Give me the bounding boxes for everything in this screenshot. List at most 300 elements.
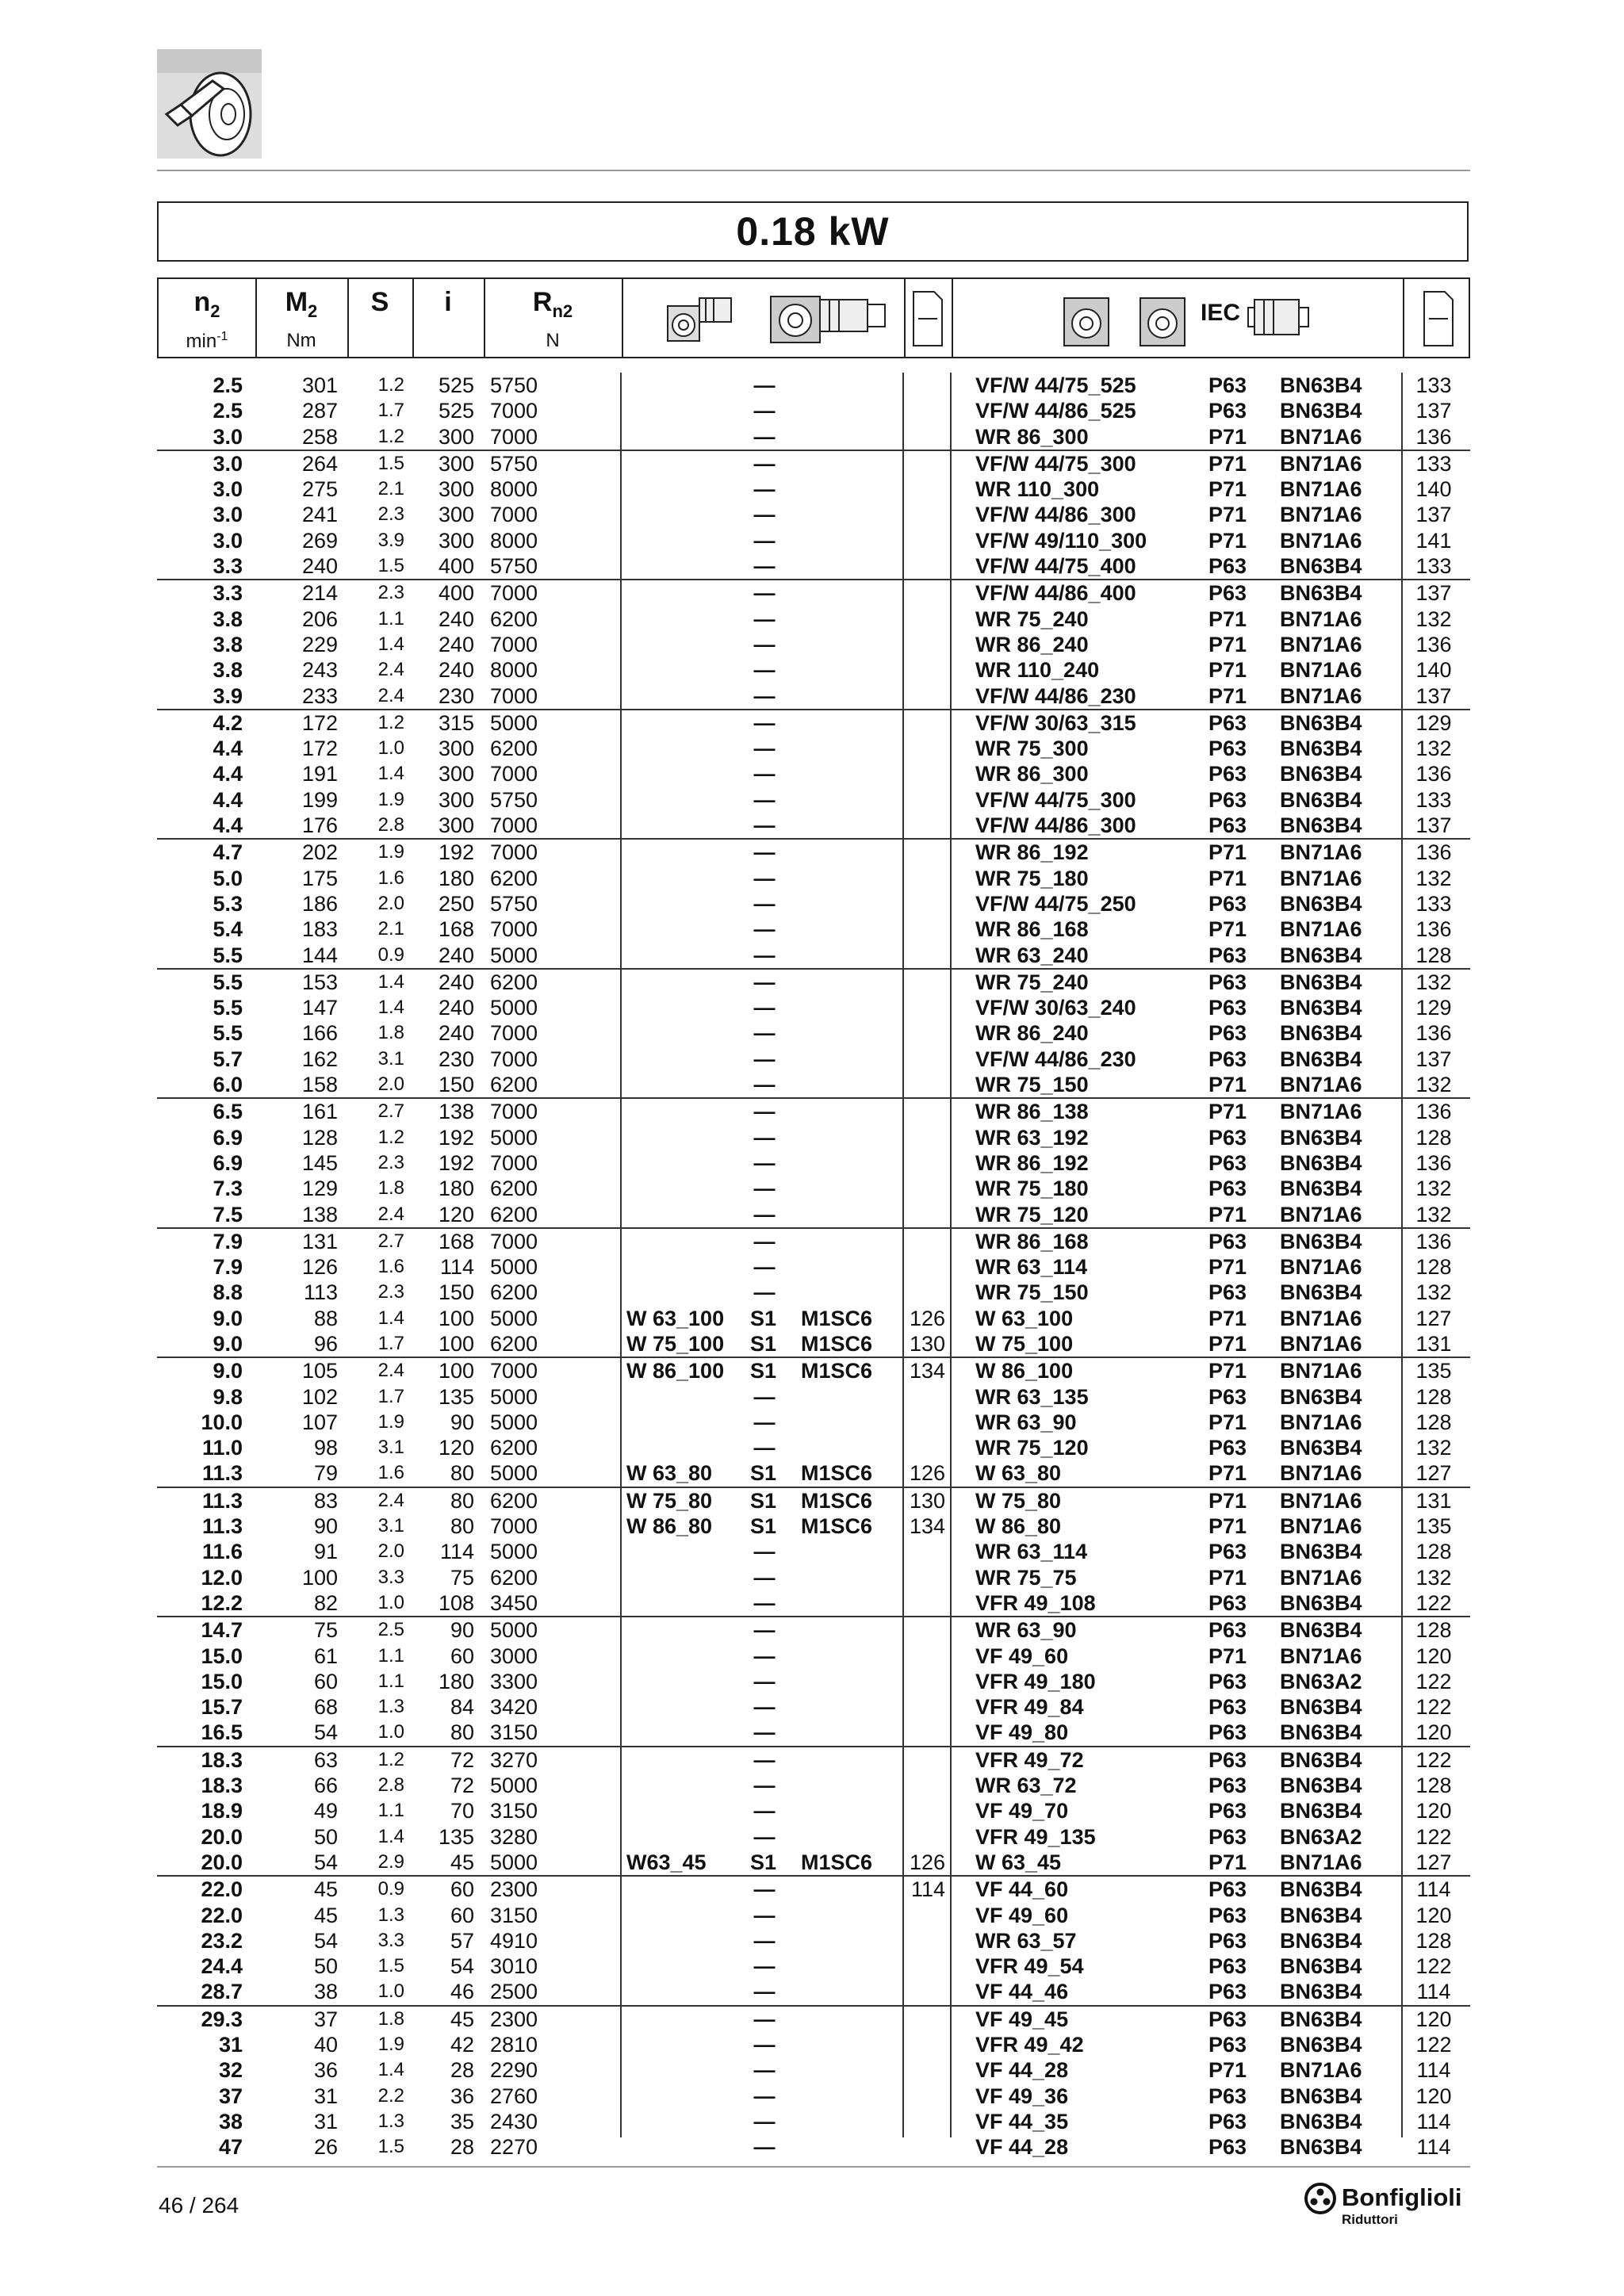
cell-w-none: — [753,762,776,786]
cell-m2: 199 [301,787,338,812]
cell-model: WR 63_135 [975,1384,1089,1409]
cell-iec: P71 [1208,632,1247,656]
cell-w-none: — [753,528,776,553]
cell-s: 1.4 [377,970,404,993]
cell-m2: 79 [313,1461,338,1486]
cell-n2: 38 [218,2109,243,2133]
table-row [157,553,1470,579]
cell-n2: 5.5 [213,970,243,994]
cell-page: 132 [1415,1565,1452,1590]
table-row [157,476,1470,502]
table-row [157,1928,1470,1954]
cell-i: 300 [438,737,474,761]
cell-w-none: — [753,658,776,683]
cell-i: 84 [450,1695,474,1720]
cell-w-none: — [753,2058,776,2083]
cell-motor: BN63B4 [1280,399,1362,423]
cell-m2: 63 [313,1747,338,1772]
cell-iec: P71 [1208,866,1247,890]
table-row [157,1410,1470,1435]
cell-n2: 4.4 [213,787,243,812]
cell-s: 3.1 [377,1515,404,1537]
cell-iec: P63 [1208,1903,1247,1927]
cell-m2: 45 [313,1877,338,1902]
cell-m2: 145 [301,1150,338,1175]
cell-motor: BN63B4 [1280,2084,1362,2108]
cell-motor: BN63B4 [1280,1047,1362,1071]
table-row [157,2084,1470,2109]
cell-s: 2.9 [377,1850,404,1873]
cell-rn2: 7000 [490,1150,538,1175]
cell-page: 128 [1415,1774,1452,1798]
cell-n2: 18.3 [201,1774,243,1798]
cell-w-motor: M1SC6 [801,1461,873,1486]
cell-page: 127 [1415,1306,1452,1330]
cell-n2: 7.3 [213,1177,243,1201]
cell-motor: BN63B4 [1280,1747,1362,1772]
cell-w-none: — [753,1202,776,1226]
cell-page: 137 [1415,683,1452,708]
cell-rn2: 3150 [490,1799,538,1823]
cell-model: W 75_100 [975,1331,1074,1356]
cell-iec: P63 [1208,1695,1247,1720]
cell-model: VFR 49_42 [975,2033,1084,2057]
cell-motor: BN63B4 [1280,1125,1362,1150]
cell-i: 120 [438,1202,474,1226]
cell-w-motor: M1SC6 [801,1850,873,1874]
cell-model: VF 44_35 [975,2109,1069,2133]
cell-w-model: W 75_80 [626,1488,713,1513]
cell-w-page: 130 [909,1488,945,1513]
cell-iec: P63 [1208,581,1247,606]
cell-m2: 138 [301,1202,338,1226]
table-row [157,1565,1470,1590]
cell-m2: 287 [301,399,338,423]
table-row [157,2032,1470,2057]
cell-iec: P63 [1208,1954,1247,1979]
cell-w-none: — [753,1720,776,1745]
cell-m2: 166 [301,1021,338,1046]
table-row [157,1487,1470,1513]
cell-model: WR 86_192 [975,840,1089,865]
table-row [157,1720,1470,1745]
cell-page: 137 [1415,503,1452,527]
cell-w-model: W 63_100 [626,1306,725,1330]
cell-i: 135 [438,1824,474,1849]
cell-s: 3.1 [377,1437,404,1459]
cell-rn2: 7000 [490,917,538,942]
cell-iec: P71 [1208,658,1247,683]
table-row [157,632,1470,657]
cell-i: 230 [438,1047,474,1071]
table-row [157,916,1470,942]
cell-motor: BN63B4 [1280,1590,1362,1615]
cell-n2: 11.3 [201,1461,243,1486]
cell-s: 1.4 [377,763,404,785]
cell-i: 180 [438,1177,474,1201]
cell-page: 136 [1415,1150,1452,1175]
cell-s: 1.2 [377,1126,404,1148]
cell-s: 1.6 [377,867,404,889]
cell-s: 1.5 [377,555,404,577]
cell-m2: 175 [301,866,338,890]
header-iec: IEC [1201,300,1241,326]
cell-w-model: W 75_100 [626,1331,725,1356]
cell-w-none: — [753,1618,776,1643]
cell-s: 1.8 [377,1022,404,1044]
cell-model: VF 49_60 [975,1903,1069,1927]
cell-w-none: — [753,970,776,994]
selection-table [157,373,1470,2160]
table-row [157,657,1470,683]
cell-page: 136 [1415,840,1452,865]
table-row [157,1306,1470,1331]
cell-i: 300 [438,813,474,838]
cell-i: 300 [438,787,474,812]
cell-rn2: 5000 [490,1774,538,1798]
cell-i: 45 [450,2007,474,2031]
cell-i: 100 [438,1331,474,1356]
cell-motor: BN63B4 [1280,2109,1362,2133]
cell-rn2: 5000 [490,1125,538,1150]
cell-s: 1.1 [377,607,404,629]
table-row [157,736,1470,761]
table-row [157,2005,1470,2032]
cell-i: 42 [450,2033,474,2057]
cell-rn2: 2760 [490,2084,538,2108]
table-row [157,787,1470,813]
cell-model: WR 110_300 [975,477,1100,502]
page-ref-icon [912,290,944,347]
cell-n2: 5.5 [213,1021,243,1046]
table-row [157,1824,1470,1850]
cell-motor: BN63B4 [1280,1954,1362,1979]
cell-model: VFR 49_54 [975,1954,1084,1979]
cell-page: 135 [1415,1514,1452,1539]
cell-s: 2.1 [377,478,404,500]
cell-model: VF/W 44/75_300 [975,451,1136,476]
cell-page: 120 [1415,1720,1452,1745]
cell-iec: P63 [1208,1877,1247,1902]
cell-w-motor: M1SC6 [801,1306,873,1330]
cell-i: 114 [439,1255,474,1280]
cell-model: WR 63_114 [975,1540,1088,1564]
cell-model: VF 49_60 [975,1644,1069,1668]
cell-n2: 24.4 [201,1954,243,1979]
table-row [157,398,1470,423]
cell-s: 3.3 [377,1929,404,1951]
cell-model: WR 63_57 [975,1928,1077,1953]
cell-i: 46 [450,1980,474,2004]
cell-page: 122 [1415,1954,1452,1979]
cell-w-none: — [753,1047,776,1071]
cell-s: 1.6 [377,1462,404,1484]
cell-w-none: — [753,1644,776,1668]
cell-s: 2.3 [377,1151,404,1173]
cell-w-none: — [753,1436,776,1460]
cell-s: 2.7 [377,1100,404,1123]
cell-s: 1.5 [377,2136,404,2158]
cell-rn2: 7000 [490,1047,538,1071]
cell-m2: 243 [301,658,338,683]
cell-n2: 9.0 [213,1306,243,1330]
cell-w-page: 130 [909,1331,945,1356]
cell-page: 132 [1415,1177,1452,1201]
cell-model: WR 75_75 [975,1565,1077,1590]
cell-w-none: — [753,1021,776,1046]
cell-n2: 2.5 [213,373,243,397]
cell-rn2: 5750 [490,554,538,579]
cell-m2: 98 [313,1436,338,1460]
table-row [157,373,1470,398]
table-row [157,1125,1470,1150]
cell-model: WR 63_90 [975,1618,1077,1643]
header-rn2: $R_{n2}$ [532,287,573,321]
cell-iec: P71 [1208,1850,1247,1874]
cell-rn2: 6200 [490,1280,538,1305]
cell-rn2: 6200 [490,1488,538,1513]
cell-model: VF 49_70 [975,1799,1069,1823]
table-row [157,1954,1470,1979]
cell-rn2: 5000 [490,1255,538,1280]
cell-page: 128 [1415,1384,1452,1409]
cell-rn2: 2810 [490,2033,538,2057]
cell-s: 2.7 [377,1230,404,1252]
cell-iec: P63 [1208,787,1247,812]
cell-m2: 38 [313,1980,338,2004]
cell-w-model: W 86_100 [626,1359,725,1383]
cell-page: 122 [1415,1824,1452,1849]
cell-model: WR 86_138 [975,1100,1089,1124]
cell-m2: 54 [313,1720,338,1745]
cell-motor: BN63B4 [1280,762,1362,786]
cell-rn2: 5000 [490,1461,538,1486]
cell-n2: 16.5 [201,1720,243,1745]
cell-motor: BN71A6 [1280,658,1362,683]
cell-w-none: — [753,2109,776,2133]
cell-rn2: 5750 [490,891,538,916]
cell-n2: 6.5 [213,1100,243,1124]
cell-iec: P71 [1208,1073,1247,1097]
cell-w-none: — [753,1073,776,1097]
cell-iec: P63 [1208,813,1247,838]
cell-iec: P63 [1208,1021,1247,1046]
cell-rn2: 6200 [490,866,538,890]
cell-i: 36 [450,2084,474,2108]
cell-iec: P63 [1208,891,1247,916]
cell-w-none: — [753,1565,776,1590]
table-row [157,1460,1470,1486]
cell-n2: 12.0 [201,1565,243,1590]
cell-page: 128 [1415,943,1452,967]
cell-m2: 126 [301,1255,338,1280]
cell-motor: BN71A6 [1280,866,1362,890]
cell-w-none: — [753,737,776,761]
table-row [157,943,1470,968]
cell-s: 1.3 [377,1904,404,1926]
cell-w-none: — [753,2084,776,2108]
cell-s: 1.0 [377,1721,404,1743]
cell-page: 136 [1415,1021,1452,1046]
cell-model: VF/W 44/75_250 [975,891,1136,916]
cell-motor: BN71A6 [1280,1488,1362,1513]
cell-model: VF/W 44/86_300 [975,503,1136,527]
cell-i: 135 [438,1384,474,1409]
cell-i: 168 [438,1229,474,1253]
cell-rn2: 7000 [490,683,538,708]
cell-motor: BN71A6 [1280,632,1362,656]
cell-iec: P63 [1208,2033,1247,2057]
cell-page: 132 [1415,737,1452,761]
cell-w-none: — [753,1928,776,1953]
cell-iec: P63 [1208,1280,1247,1305]
header-s: S [370,287,389,317]
cell-m2: 233 [301,683,338,708]
cell-w-s1: S1 [750,1331,777,1356]
cell-page: 135 [1415,1359,1452,1383]
cell-iec: P63 [1208,399,1247,423]
cell-w-none: — [753,710,776,735]
cell-page: 132 [1415,1436,1452,1460]
cell-rn2: 2500 [490,1980,538,2004]
cell-n2: 15.0 [201,1644,243,1668]
page-ref-icon [1423,290,1454,347]
cell-i: 240 [438,632,474,656]
cell-w-none: — [753,891,776,916]
cell-s: 1.0 [377,1980,404,2003]
cell-iec: P63 [1208,737,1247,761]
cell-s: 1.9 [377,841,404,863]
cell-n2: 3.9 [213,683,243,708]
cell-n2: 14.7 [201,1618,243,1643]
cell-page: 132 [1415,1280,1452,1305]
cell-w-page: 126 [909,1461,945,1486]
cell-i: 300 [438,528,474,553]
cell-w-none: — [753,1695,776,1720]
cell-iec: P63 [1208,710,1247,735]
cell-i: 230 [438,683,474,708]
cell-rn2: 6200 [490,1177,538,1201]
gearmotor-icon [666,292,737,347]
cell-n2: 11.0 [201,1436,243,1460]
cell-rn2: 5000 [490,1618,538,1643]
cell-i: 54 [450,1954,474,1979]
cell-rn2: 6200 [490,1565,538,1590]
table-row [157,1176,1470,1201]
cell-page: 133 [1415,373,1452,397]
cell-model: WR 86_240 [975,632,1089,656]
cell-motor: BN71A6 [1280,1461,1362,1486]
cell-w-page: 126 [909,1306,945,1330]
cell-i: 138 [438,1100,474,1124]
cell-page: 122 [1415,2033,1452,2057]
cell-i: 28 [450,2058,474,2083]
cell-w-none: — [753,554,776,579]
cell-m2: 31 [313,2084,338,2108]
cell-m2: 36 [313,2058,338,2083]
cell-n2: 7.9 [213,1229,243,1253]
cell-rn2: 7000 [490,1229,538,1253]
cell-i: 28 [450,2135,474,2160]
cell-motor: BN63B4 [1280,1928,1362,1953]
cell-motor: BN63B4 [1280,970,1362,994]
cell-i: 192 [438,840,474,865]
cell-i: 80 [450,1488,474,1513]
cell-iec: P63 [1208,1177,1247,1201]
table-row [157,1903,1470,1928]
cell-iec: P63 [1208,970,1247,994]
cell-w-none: — [753,1255,776,1280]
cell-w-none: — [753,373,776,397]
cell-iec: P71 [1208,451,1247,476]
cell-s: 1.6 [377,1256,404,1278]
cell-s: 1.9 [377,788,404,810]
cell-i: 80 [450,1461,474,1486]
cell-motor: BN63B4 [1280,1903,1362,1927]
cell-model: WR 75_300 [975,737,1089,761]
table-row [157,1773,1470,1798]
cell-m2: 82 [313,1590,338,1615]
cell-s: 1.4 [377,2059,404,2081]
cell-s: 1.3 [377,2110,404,2132]
table-row [157,2109,1470,2134]
cell-m2: 91 [313,1540,338,1564]
cell-model: WR 75_180 [975,866,1089,890]
cell-iec: P63 [1208,1436,1247,1460]
cell-i: 45 [450,1850,474,1874]
cell-iec: P63 [1208,1229,1247,1253]
cell-iec: P63 [1208,1047,1247,1071]
cell-s: 2.2 [377,2084,404,2107]
cell-s: 2.4 [377,684,404,706]
cell-rn2: 3300 [490,1669,538,1693]
cell-iec: P63 [1208,1747,1247,1772]
gearbox-icon [769,289,888,349]
cell-iec: P71 [1208,477,1247,502]
cell-motor: BN63B4 [1280,1720,1362,1745]
cell-m2: 202 [301,840,338,865]
cell-page: 129 [1415,996,1452,1020]
header-n2-unit: $\min^{-1}$ [186,330,228,352]
cell-motor: BN71A6 [1280,683,1362,708]
cell-w-none: — [753,607,776,631]
cell-n2: 4.7 [213,840,243,865]
table-row [157,1850,1470,1875]
cell-s: 1.9 [377,1410,404,1433]
table-row [157,1227,1470,1254]
cell-m2: 240 [301,554,338,579]
cell-w-model: W 63_80 [626,1461,713,1486]
cell-rn2: 2270 [490,2135,538,2160]
cell-n2: 22.0 [201,1877,243,1902]
cell-page: 133 [1415,554,1452,579]
cell-i: 70 [450,1799,474,1823]
cell-n2: 7.9 [213,1255,243,1280]
cell-motor: BN71A6 [1280,1331,1362,1356]
cell-s: 1.0 [377,1591,404,1613]
cell-model: VF/W 44/75_300 [975,787,1136,812]
cell-n2: 47 [218,2135,243,2160]
cell-motor: BN63B4 [1280,1384,1362,1409]
cell-m2: 45 [313,1903,338,1927]
table-row [157,838,1470,865]
table-row [157,1435,1470,1460]
header-n2: $n_2$ [193,287,220,321]
cell-motor: BN63B4 [1280,1695,1362,1720]
header-m2: $M_2$ [285,287,318,321]
cell-n2: 5.3 [213,891,243,916]
cell-rn2: 7000 [490,762,538,786]
